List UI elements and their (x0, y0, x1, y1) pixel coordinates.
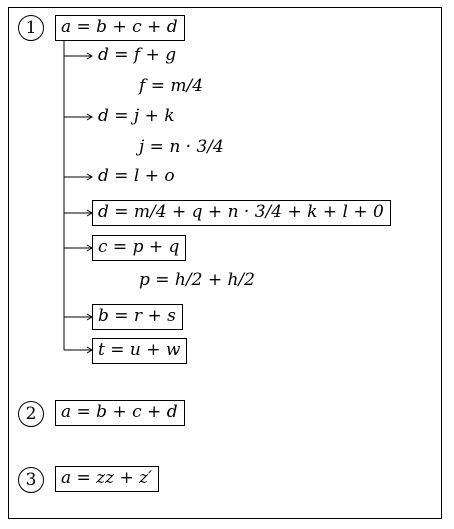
step-7: c = p + q (92, 235, 186, 261)
group-3-top-equation: a = zz + z′ (55, 466, 159, 492)
group-2-number: 2 (18, 401, 44, 427)
step-1: d = f + g (98, 45, 177, 65)
step-4: j = n · 3/4 (139, 137, 224, 157)
step-2: f = m/4 (139, 76, 204, 96)
group-1-top-equation: a = b + c + d (55, 15, 185, 41)
group-1-number: 1 (18, 15, 44, 41)
group-3-number: 3 (18, 467, 44, 493)
step-6: d = m/4 + q + n · 3/4 + k + l + 0 (92, 200, 391, 226)
step-8: p = h/2 + h/2 (139, 270, 255, 290)
diagram-frame (8, 7, 442, 519)
group-2-top-equation: a = b + c + d (55, 400, 185, 426)
step-10: t = u + w (92, 338, 187, 364)
step-3: d = j + k (98, 106, 175, 126)
step-9: b = r + s (92, 304, 183, 330)
step-5: d = l + o (98, 166, 175, 186)
